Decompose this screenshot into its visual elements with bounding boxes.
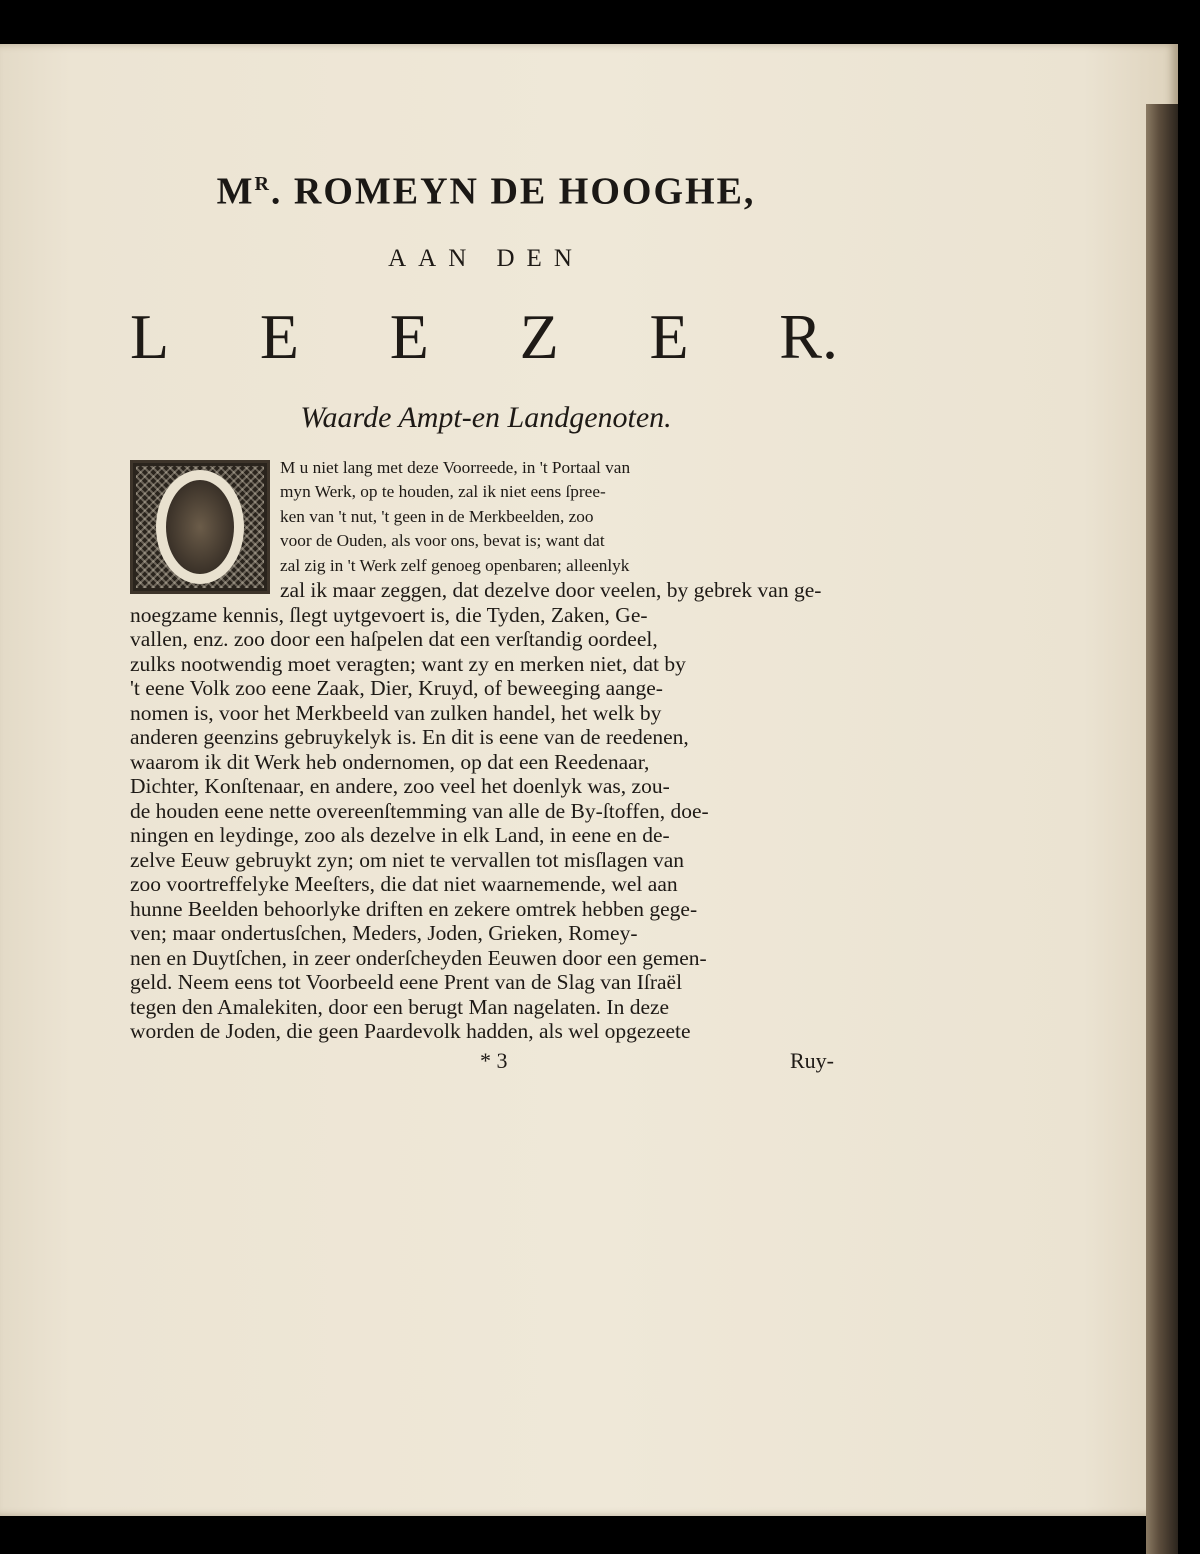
text-line: noegzame kennis, ſlegt uytgevoert is, die Tyden, Zaken, Ge-	[130, 602, 648, 627]
text-line: hunne Beelden behoorlyke driften en zekere omtrek hebben gege-	[130, 896, 698, 921]
body-text	[130, 456, 842, 1044]
title-prefix: M	[216, 170, 255, 213]
decorated-initial-o	[130, 460, 270, 594]
text-line: ken van 't nut, 't geen in de Merkbeelden, zoo	[280, 506, 594, 526]
heading-letter: E	[649, 300, 689, 372]
book-page	[0, 44, 1178, 1516]
text-line: worden de Joden, die geen Paardevolk hadden, als wel opgezeete	[130, 1019, 691, 1044]
initial-letter-o-icon	[156, 470, 244, 584]
page-edge	[1146, 104, 1178, 1554]
signature-mark: * 3	[480, 1047, 508, 1073]
heading-letter: R.	[779, 300, 838, 372]
heading-leezer	[130, 302, 842, 372]
title-superscript: R	[254, 173, 271, 195]
text-line: zelve Eeuw gebruykt zyn; om niet te vervallen tot misſlagen van	[130, 847, 685, 872]
text-line: zulks nootwendig moet veragten; want zy en merken niet, dat by	[130, 651, 686, 676]
text-line: vallen, enz. zoo door een haſpelen dat een verſtandig oordeel,	[130, 627, 658, 652]
page-content	[130, 159, 842, 1074]
text-line: myn Werk, op te houden, zal ik niet eens ſpree-	[280, 482, 606, 502]
greeting: Waarde Ampt-en Landgenoten.	[300, 400, 672, 434]
text-line: zal ik maar zeggen, dat dezelve door veelen, by gebrek van ge-	[280, 578, 822, 603]
heading-letter: E	[389, 300, 429, 372]
page-title	[130, 159, 842, 217]
text-line: nen en Duytſchen, in zeer onderſcheyden Eeuwen door een gemen-	[130, 945, 707, 970]
page-footer	[130, 1048, 842, 1074]
text-line: ningen en leydinge, zoo als dezelve in elk Land, in eene en de-	[130, 823, 670, 848]
title-rest: . ROMEYN DE HOOGHE,	[270, 170, 756, 213]
text-line: waarom ik dit Werk heb ondernomen, op dat een Reedenaar,	[130, 749, 650, 774]
text-line: voor de Ouden, als voor ons, bevat is; want dat	[280, 531, 605, 551]
text-line: M u niet lang met deze Voorreede, in 't Portaal van	[280, 457, 631, 477]
text-line: Dichter, Konſtenaar, en andere, zoo veel het doenlyk was, zou-	[130, 774, 670, 799]
text-line: anderen geenzins gebruykelyk is. En dit is eene van de reedenen,	[130, 725, 689, 750]
text-line: zal zig in 't Werk zelf genoeg openbaren; alleenlyk	[280, 555, 630, 575]
text-line: geld. Neem eens tot Voorbeeld eene Prent van de Slag van Iſraël	[130, 970, 683, 995]
text-line: nomen is, voor het Merkbeeld van zulken handel, het welk by	[130, 700, 662, 725]
text-line: 't eene Volk zoo eene Zaak, Dier, Kruyd, of beweeging aange-	[130, 676, 663, 701]
catchword: Ruy-	[790, 1047, 834, 1073]
heading-letter: L	[130, 300, 170, 372]
text-line: zoo voortreffelyke Meeſters, die dat niet waarnemende, wel aan	[130, 872, 678, 897]
heading-letter: E	[259, 300, 299, 372]
heading-letter: Z	[519, 300, 559, 372]
subtitle: AAN DEN	[388, 244, 584, 272]
text-line: tegen den Amalekiten, door een berugt Man nagelaten. In deze	[130, 994, 670, 1019]
text-line: de houden eene nette overeenſtemming van alle de By-ſtoffen, doe-	[130, 798, 709, 823]
text-line: ven; maar ondertusſchen, Meders, Joden, Grieken, Romey-	[130, 921, 638, 946]
